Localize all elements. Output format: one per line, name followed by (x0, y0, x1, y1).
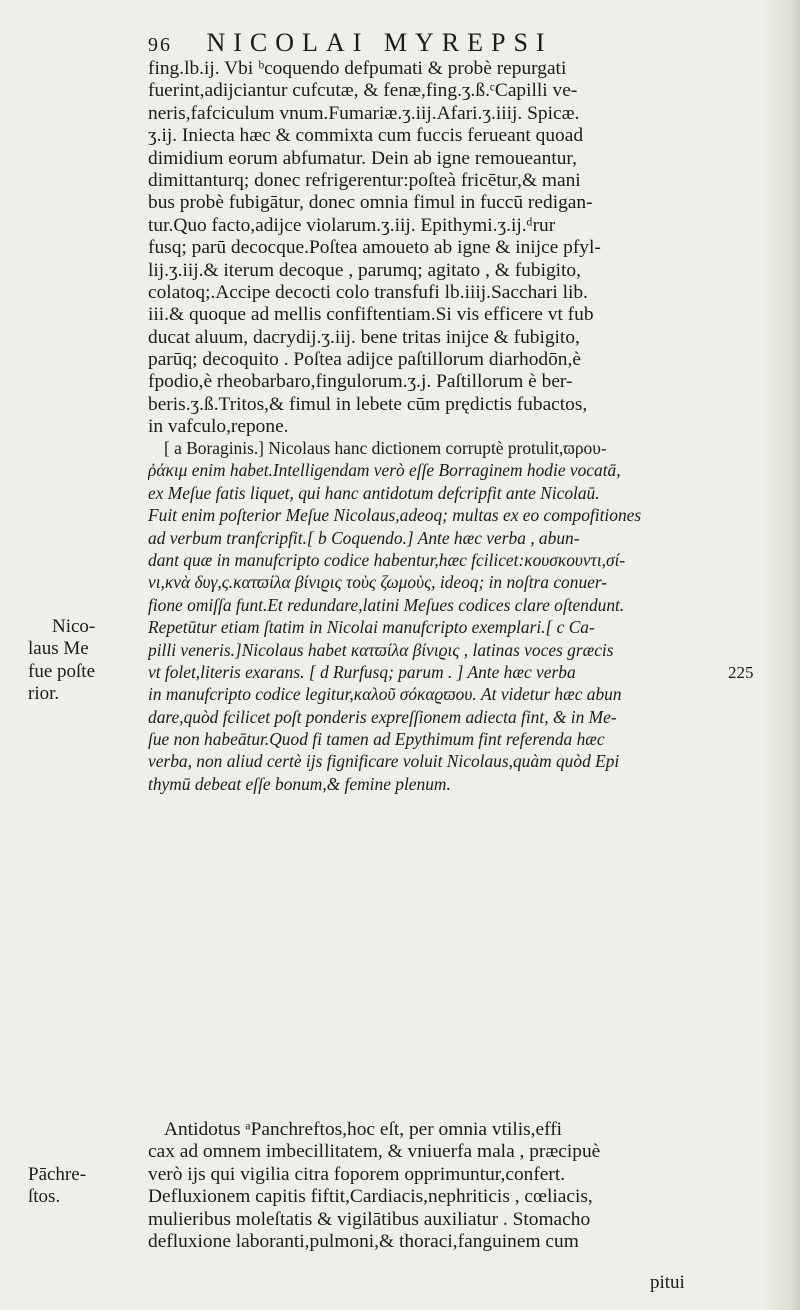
text-line: fuerint,adijciantur cufcutæ, & fenæ,fing.ʒ.ß.ᶜCapilli ve- (148, 80, 578, 102)
note-line: thymū debeat eſſe bonum,& femine plenum. (148, 773, 451, 794)
margin-note-nicolaus (28, 616, 138, 706)
note-line: fione omiſſa funt.Et redundare,latini Meſues codices clare oſtendunt. (148, 594, 625, 615)
text-line: beris.ʒ.ß.Tritos,& fimul in lebete cūm prędictis fubactos, (148, 393, 588, 415)
note-line: in manufcripto codice legitur,καλοῦ σόκαϱϖου. At videtur hæc abun (148, 684, 622, 705)
commentary-notes (148, 437, 768, 795)
note-line: dant quæ in manufcripto codice habentur,hæc fcilicet:κουσκουντι,σί- (148, 549, 626, 570)
note-line: dare,quòd fcilicet poſt ponderis expreſſionem adiecta fint, & in Me- (148, 706, 617, 727)
text-line: in vafculo,repone. (148, 416, 289, 438)
text-line: fusq; parū decocque.Poſtea amouetο ab igne & inijce pfyl- (148, 237, 601, 259)
note-line: ſue non habeātur.Quod fi tamen ad Epythimum fint referenda hæc (148, 729, 605, 750)
margin-line: ſtos. (28, 1186, 61, 1208)
note-line: ad verbum tranfcripfit.[ b Coquendo.] Ante hæc verba , abun- (148, 527, 580, 548)
text-line: mulieribus moleſtatis & vigilātibus auxiliatur . Stomacho (148, 1208, 591, 1230)
text-line: fing.lb.ij. Vbi ᵇcoquendo defpumati & probè repurgati (148, 58, 567, 79)
note-line: [ a Boraginis.] Nicolaus hanc dictionem corruptè protulit,ϖρου- (164, 438, 607, 458)
side-number: 225 (728, 663, 754, 682)
note-line: Repetūtur etiam ſtatim in Nicolai manufcripto exemplari.[ c Ca- (148, 617, 595, 638)
text-line: colatoq;.Accipe decocti colo transfufi lb.iiij.Sacchari lib. (148, 281, 588, 303)
note-line: ῥάκιμ enim habet.Intelligendam verò eſſe Borraginem hodie vocatā, (148, 460, 621, 481)
text-line: parūq; decoquito . Poſtea adijce paſtillorum diarhodōn,è (148, 349, 581, 371)
text-line: ʒ.ij. Ιniecta hæc & commixta cum fuccis ferueant quoad (148, 125, 584, 147)
text-line: ducat aluum, dacrydij.ʒ.iij. bene tritas inijce & fubigito, (148, 326, 580, 348)
note-line: ex Meſue fatis liquet, qui hanc antidotum defcripfit ante Nicolaū. (148, 482, 600, 503)
note-line: verba, non aliud certè ijs fignificare voluit Nicolaus,quàm quòd Epi (148, 751, 620, 772)
note-line: pilli veneris.]Nicolaus habet κατϖίλα βίνιϱις , latinas voces græcis (148, 639, 614, 660)
text-line: iii.& quoque ad mellis confiftentiam.Si vis efficere vt fub (148, 304, 594, 326)
page-header (148, 28, 708, 58)
text-line: bus probè fubigātur, donec omnia fimul in fuccū redigan- (148, 192, 593, 214)
margin-line: Pāchre- (28, 1164, 87, 1185)
text-line: fpodio,è rheobarbaro,fingulorum.ʒ.j. Paſtillorum è ber- (148, 371, 573, 393)
note-line: Fuit enim poſterior Meſue Nicolaus,adeoq; multas ex eo compofitiones (148, 505, 642, 526)
margin-line: fue poſte (28, 660, 96, 682)
text-line: defluxione laboranti,pulmoni,& thoraci,fanguinem cum (148, 1230, 579, 1252)
text-line: lij.ʒ.iij.& iterum decoque , parumq; agitato , & fubigito, (148, 259, 581, 281)
text-line: cax ad omnem imbecillitatem, & vniuerfa mala , præcipuè (148, 1141, 601, 1163)
note-line: vt folet,literis exarans. [ d Rurfusq; parum . ] Ante hæc verba (148, 661, 576, 682)
text-line: dimidium eorum abfumatur. Dein ab igne remoueantur, (148, 147, 577, 169)
margin-line: laus Me (28, 638, 89, 660)
text-line: Antidotus ᵃPanchreftos,hoc eſt, per omnia vtilis,effi (164, 1119, 563, 1140)
note-line: νι,κνὰ δυγ,ς.κατϖίλα βίνιϱις τοὺς ζωμοὺς, ideoq; in noſtra conuer- (148, 572, 608, 593)
final-text-block (148, 1119, 768, 1253)
text-line: neris,fafciculum vnum.Fumariæ.ʒ.iij.Afari.ʒ.iiij. Spicæ. (148, 102, 580, 124)
margin-line: rior. (28, 683, 60, 705)
page-number: 96 (148, 34, 172, 56)
text-line: verò ijs qui vigilia citra foporem opprimuntur,confert. (148, 1163, 566, 1185)
main-text-block (148, 58, 768, 439)
margin-line: Nico- (52, 616, 96, 637)
running-head: NICOLAI MYREPSI (206, 28, 553, 57)
catchword: pitui (650, 1272, 685, 1293)
text-line: dimittanturq; donec refrigerentur:poſteà fricētur,& mani (148, 169, 581, 191)
text-line: Defluxionem capitis fiftit,Cardiacis,nephriticis , cœliacis, (148, 1186, 593, 1208)
margin-note-pachrestos (28, 1164, 138, 1209)
text-line: tur.Quo facto,adijce violarum.ʒ.iij. Epithymi.ʒ.ij.ᵈrur (148, 214, 556, 236)
